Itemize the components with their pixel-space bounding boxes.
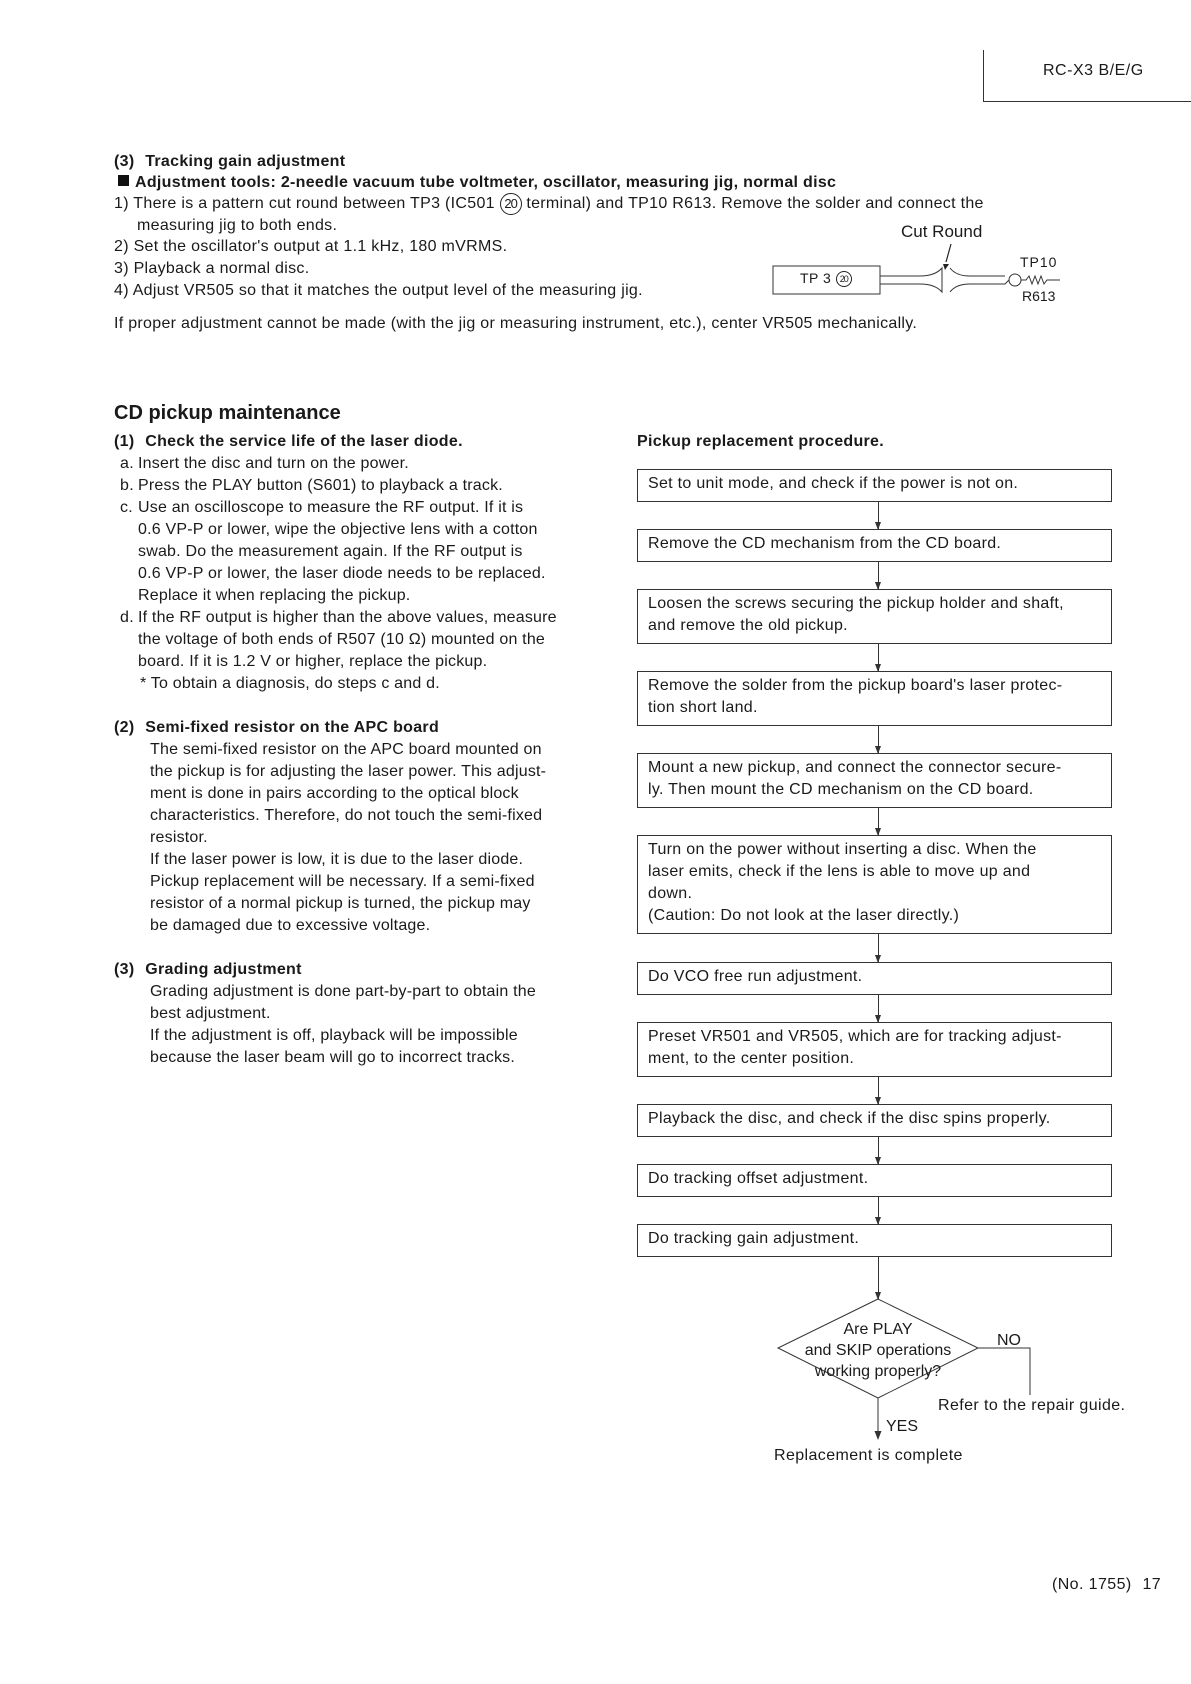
step-line: ly. Then mount the CD mechanism on the CD board. (648, 781, 1034, 798)
paragraph-line: If the adjustment is off, playback will be impossible (150, 1027, 518, 1044)
down-arrow-icon (878, 726, 879, 753)
square-bullet-icon (118, 175, 129, 186)
down-arrow-icon (878, 1197, 879, 1224)
list-item-line: swab. Do the measurement again. If the RF output is (138, 543, 523, 560)
subsection-heading (114, 717, 439, 739)
list-item-line: 0.6 VP-P or lower, wipe the objective lens with a cotton (138, 521, 538, 538)
step-item (114, 280, 643, 302)
down-arrow-icon (878, 1077, 879, 1104)
subsection-heading (114, 431, 463, 453)
step-line: Mount a new pickup, and connect the connector secure- (648, 759, 1062, 776)
page-footer (1052, 1576, 1161, 1594)
paragraph-line: resistor. (150, 829, 208, 846)
down-arrow-icon (878, 934, 879, 962)
down-arrow-icon (878, 1137, 879, 1164)
paragraph-line: resistor of a normal pickup is turned, the pickup may (150, 895, 531, 912)
section-title: Tracking gain adjustment (145, 153, 346, 170)
tp3-text: TP 3 (800, 270, 832, 286)
down-arrow-icon (878, 562, 879, 589)
pcb-trace-left (880, 268, 942, 292)
down-arrow-icon (878, 502, 879, 529)
down-arrow-icon (878, 808, 879, 835)
subsection-title: Check the service life of the laser diode. (145, 433, 463, 450)
flowchart-step (637, 589, 1112, 644)
down-arrow-icon (878, 995, 879, 1022)
step-item (114, 236, 507, 258)
step-line: Playback the disc, and check if the disc spins properly. (648, 1110, 1051, 1127)
flowchart-step (637, 753, 1112, 808)
section-heading (114, 151, 345, 173)
no-target: Refer to the repair guide. (938, 1397, 1126, 1414)
step-item (114, 258, 309, 280)
flowchart-step (637, 1224, 1112, 1257)
step-line: Do VCO free run adjustment. (648, 968, 863, 985)
decision-question (780, 1319, 976, 1382)
paragraph-line: If the laser power is low, it is due to the laser diode. (150, 851, 524, 868)
step-number: 4) (114, 282, 129, 299)
list-item-text: Insert the disc and turn on the power. (138, 455, 409, 472)
header-divider-horizontal (983, 101, 1191, 102)
step-text: Adjust VR505 so that it matches the output level of the measuring jig. (132, 282, 643, 299)
step-line: Do tracking gain adjustment. (648, 1230, 860, 1247)
step-line: tion short land. (648, 699, 758, 716)
list-item-line: If the RF output is higher than the above values, measure (138, 609, 557, 626)
down-arrow-icon (878, 1257, 879, 1299)
subsection-number: (1) (114, 433, 135, 450)
list-item-text: Press the PLAY button (S601) to playback a track. (138, 477, 503, 494)
decision-line: Are PLAY (843, 1321, 913, 1338)
tp3-pin-number: 20 (836, 271, 852, 287)
step-text: Set the oscillator's output at 1.1 kHz, 180 mVRMS. (133, 238, 508, 255)
tp10-label: TP10 (1020, 254, 1058, 270)
list-label: b. (120, 477, 134, 494)
step-line: Loosen the screws securing the pickup holder and shaft, (648, 595, 1064, 612)
step-line: and remove the old pickup. (648, 617, 848, 634)
yes-target: Replacement is complete (774, 1447, 963, 1464)
subsection-number: (3) (114, 961, 135, 978)
footnote: * To obtain a diagnosis, do steps c and d. (140, 675, 440, 692)
pointer-line (946, 244, 951, 262)
step-number: 2) (114, 238, 129, 255)
list-label: d. (120, 609, 134, 626)
pcb-trace-right (950, 268, 1009, 292)
step-text: There is a pattern cut round between TP3 (IC501 (133, 195, 500, 213)
step-line: laser emits, check if the lens is able to move up and (648, 863, 1031, 880)
subsection-title: Grading adjustment (145, 961, 302, 978)
step-line: Turn on the power without inserting a disc. When the (648, 841, 1037, 858)
subsection-title: Semi-fixed resistor on the APC board (145, 719, 440, 736)
paragraph-line: Grading adjustment is done part-by-part to obtain the (150, 983, 536, 1000)
list-label: c. (120, 499, 134, 516)
tp3-label (800, 270, 852, 287)
paragraph-line: characteristics. Therefore, do not touch the semi-fixed (150, 807, 543, 824)
subsection-heading (114, 959, 302, 981)
paragraph-line: Pickup replacement will be necessary. If a semi-fixed (150, 873, 535, 890)
step-text: Playback a normal disc. (133, 260, 310, 277)
flowchart-title: Pickup replacement procedure. (637, 433, 885, 450)
step-text-continued: terminal) and TP10 R613. Remove the solder and connect the (521, 195, 984, 213)
list-item-line: Replace it when replacing the pickup. (138, 587, 411, 604)
flowchart-step (637, 962, 1112, 995)
adjustment-note: If proper adjustment cannot be made (with the jig or measuring instrument, etc.), center VR505 mechanically. (114, 315, 918, 332)
step-line: down. (648, 885, 693, 902)
paragraph-line: the pickup is for adjusting the laser power. This adjust- (150, 763, 547, 780)
resistor-symbol-icon (1021, 276, 1060, 284)
paragraph-line: ment is done in pairs according to the optical block (150, 785, 519, 802)
step-item (114, 193, 984, 215)
flowchart-step (637, 469, 1112, 502)
page-number: 17 (1142, 1576, 1162, 1593)
section-number: (3) (114, 153, 135, 170)
list-item-line: Use an oscilloscope to measure the RF output. If it is (138, 499, 524, 516)
tp10-terminal-icon (1009, 274, 1021, 286)
paragraph-line: The semi-fixed resistor on the APC board mounted on (150, 741, 542, 758)
flowchart-step (637, 1022, 1112, 1077)
list-item-line: the voltage of both ends of R507 (10 Ω) mounted on the (138, 631, 546, 648)
list-item-line: 0.6 VP-P or lower, the laser diode needs to be replaced. (138, 565, 546, 582)
r613-label: R613 (1022, 288, 1056, 304)
no-branch-line (978, 1348, 1030, 1395)
yes-label: YES (886, 1418, 919, 1435)
model-number: RC-X3 B/E/G (1043, 62, 1144, 79)
adjustment-tools (118, 172, 836, 194)
flowchart-step (637, 529, 1112, 562)
paragraph-line: because the laser beam will go to incorrect tracks. (150, 1049, 516, 1066)
adjustment-tools-text: Adjustment tools: 2-needle vacuum tube voltmeter, oscillator, measuring jig, normal disc (135, 174, 837, 191)
step-line: Set to unit mode, and check if the power is not on. (648, 475, 1019, 492)
flowchart-step (637, 1104, 1112, 1137)
no-label: NO (997, 1332, 1021, 1349)
decision-line: and SKIP operations (804, 1342, 952, 1359)
step-line: (Caution: Do not look at the laser directly.) (648, 907, 960, 924)
yes-arrowhead-icon (875, 1431, 882, 1440)
step-number: 1) (114, 195, 129, 213)
step-number: 3) (114, 260, 129, 277)
decision-line: working properly? (814, 1363, 942, 1380)
step-text-wrap: measuring jig to both ends. (137, 217, 338, 234)
circled-pin-number: 20 (500, 193, 522, 215)
step-line: Preset VR501 and VR505, which are for tracking adjust- (648, 1028, 1062, 1045)
paragraph-line: be damaged due to excessive voltage. (150, 917, 431, 934)
flowchart-step (637, 671, 1112, 726)
list-item-line: board. If it is 1.2 V or higher, replace the pickup. (138, 653, 488, 670)
list-label: a. (120, 455, 134, 472)
down-arrow-icon (878, 644, 879, 671)
flowchart-step (637, 835, 1112, 934)
subsection-number: (2) (114, 719, 135, 736)
pointer-arrowhead-icon (943, 264, 949, 270)
step-line: Do tracking offset adjustment. (648, 1170, 869, 1187)
header-divider-vertical (983, 50, 984, 102)
step-line: Remove the solder from the pickup board's laser protec- (648, 677, 1063, 694)
paragraph-line: best adjustment. (150, 1005, 271, 1022)
document-number: (No. 1755) (1052, 1576, 1132, 1593)
step-line: ment, to the center position. (648, 1050, 855, 1067)
step-line: Remove the CD mechanism from the CD board. (648, 535, 1002, 552)
section-title: CD pickup maintenance (114, 402, 341, 424)
flowchart-step (637, 1164, 1112, 1197)
cut-round-label: Cut Round (901, 222, 983, 241)
